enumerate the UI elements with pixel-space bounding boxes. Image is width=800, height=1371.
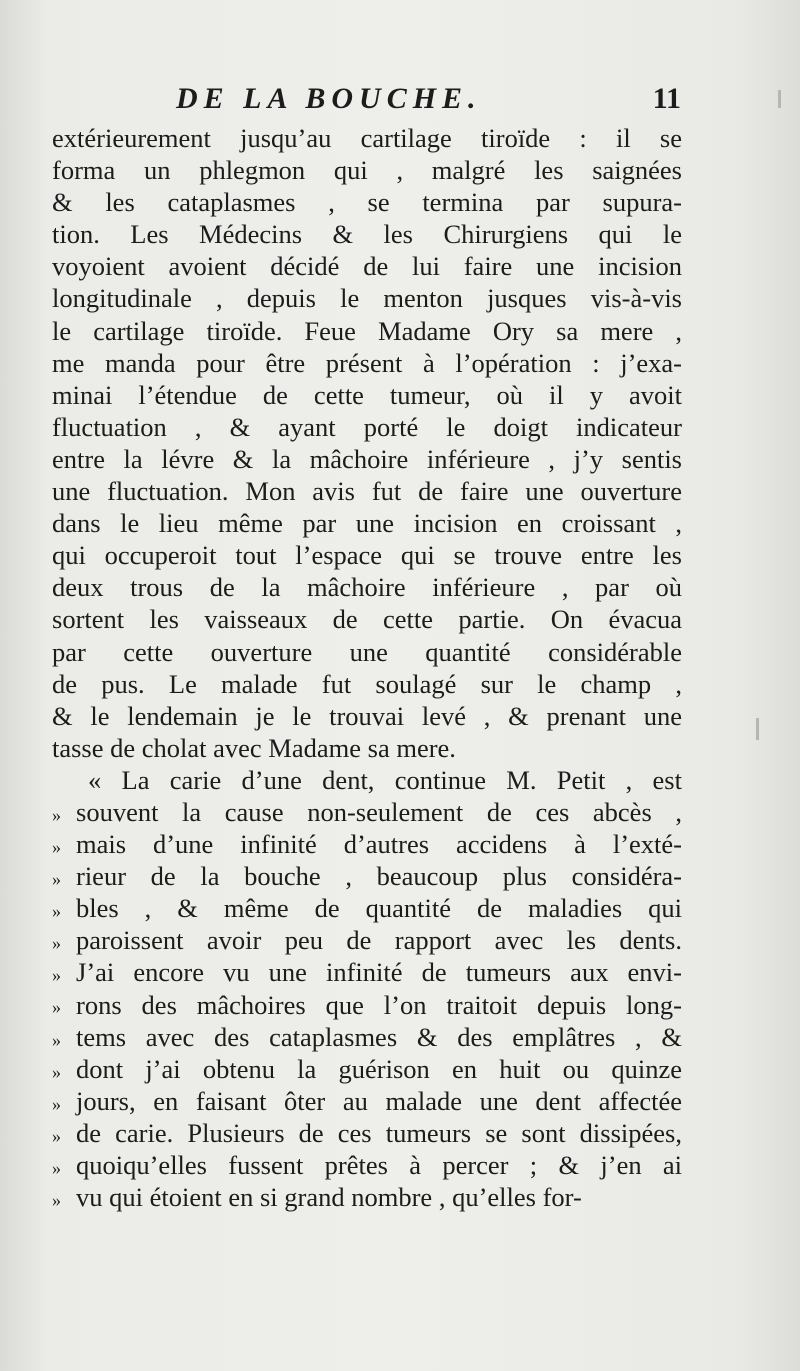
text-line (52, 1053, 682, 1085)
line-text: tems avec des cataplasmes & des emplâtres , & (76, 1021, 682, 1052)
text-line (52, 989, 682, 1021)
line-text: extérieurement jusqu’au cartilage tiroïde : il se (52, 123, 682, 153)
line-text: & le lendemain je le trouvai levé , & prenant une (52, 700, 682, 731)
line-text: le cartilage tiroïde. Feue Madame Ory sa mere , (52, 315, 682, 346)
line-text: tasse de cholat avec Madame sa mere. (52, 732, 456, 763)
text-line (52, 475, 682, 507)
line-text: rons des mâchoires que l’on traitoit depuis long- (76, 989, 682, 1020)
text-line (52, 892, 682, 924)
line-text: bles , & même de quantité de maladies qui (76, 893, 682, 924)
text-line (52, 764, 682, 796)
quotation-mark: » (52, 1125, 61, 1146)
text-line (52, 1117, 682, 1149)
quotation-mark: » (52, 1190, 61, 1211)
line-text: me manda pour être présent à l’opération : j’exa- (52, 347, 682, 378)
text-line (52, 347, 682, 379)
text-line (52, 636, 682, 668)
line-text: de pus. Le malade fut soulagé sur le champ , (52, 668, 682, 699)
line-text: « La carie d’une dent, continue M. Petit , est (88, 764, 682, 795)
text-line (52, 1021, 682, 1053)
line-text: fluctuation , & ayant porté le doigt indicateur (52, 411, 682, 442)
line-text: une fluctuation. Mon avis fut de faire une ouverture (52, 476, 682, 507)
line-text: voyoient avoient décidé de lui faire une incision (52, 251, 682, 282)
text-line (52, 956, 682, 988)
line-text: minai l’étendue de cette tumeur, où il y avoit (52, 379, 682, 410)
text-line (52, 924, 682, 956)
line-text: qui occuperoit tout l’espace qui se trouve entre les (52, 540, 682, 571)
page-number: 11 (652, 82, 681, 115)
text-line (52, 571, 682, 603)
page-edge-mark (756, 718, 759, 740)
line-text: dans le lieu même par une incision en croissant , (52, 508, 682, 539)
line-text: deux trous de la mâchoire inférieure , par où (52, 572, 682, 603)
text-line (52, 860, 682, 892)
line-text: forma un phlegmon qui , malgré les saignées (52, 155, 682, 186)
text-line (52, 443, 682, 475)
line-text: paroissent avoir peu de rapport avec les dents. (76, 925, 682, 956)
text-line (52, 603, 682, 635)
quotation-mark: » (52, 869, 61, 890)
quotation-mark: » (52, 965, 61, 986)
text-line (52, 315, 682, 347)
text-line (52, 282, 682, 314)
page-header (176, 82, 681, 122)
line-text: jours, en faisant ôter au malade une dent affectée (76, 1085, 682, 1116)
quotation-mark: » (52, 1157, 61, 1178)
text-line (52, 539, 682, 571)
text-line (52, 186, 682, 218)
text-line (52, 1181, 682, 1213)
line-text: longitudinale , depuis le menton jusques vis-à-vis (52, 283, 682, 314)
line-text: souvent la cause non-seulement de ces abcès , (76, 796, 682, 827)
line-text: sortent les vaisseaux de cette partie. On évacua (52, 604, 682, 635)
line-text: entre la lévre & la mâchoire inférieure , j’y sentis (52, 443, 682, 474)
text-line (52, 507, 682, 539)
quotation-mark: » (52, 933, 61, 954)
text-line (52, 732, 682, 764)
line-text: mais d’une infinité d’autres accidens à l’exté- (76, 829, 682, 860)
line-text: par cette ouverture une quantité considérable (52, 636, 682, 667)
running-head: DE LA BOUCHE. (176, 82, 482, 115)
text-line (52, 122, 682, 154)
text-line (52, 218, 682, 250)
line-text: dont j’ai obtenu la guérison en huit ou quinze (76, 1053, 682, 1084)
text-line (52, 1085, 682, 1117)
text-line (52, 668, 682, 700)
line-text: rieur de la bouche , beaucoup plus considéra- (76, 861, 682, 892)
quotation-mark: » (52, 901, 61, 922)
text-line (52, 1149, 682, 1181)
text-line (52, 411, 682, 443)
line-text: tion. Les Médecins & les Chirurgiens qui le (52, 219, 682, 250)
page-edge-mark (778, 90, 781, 108)
text-line (52, 154, 682, 186)
line-text: quoiqu’elles fussent prêtes à percer ; & j’en ai (76, 1150, 682, 1180)
quotation-mark: » (52, 1029, 61, 1050)
line-text: de carie. Plusieurs de ces tumeurs se sont dissipées, (76, 1117, 682, 1148)
body-text (52, 122, 682, 1213)
quotation-mark: » (52, 1061, 61, 1082)
text-line (52, 796, 682, 828)
quotation-mark: » (52, 997, 61, 1018)
quotation-mark: » (52, 836, 61, 857)
text-line (52, 250, 682, 282)
text-line (52, 700, 682, 732)
line-text: J’ai encore vu une infinité de tumeurs aux envi- (76, 957, 682, 988)
quotation-mark: » (52, 804, 61, 825)
text-line (52, 828, 682, 860)
line-text: vu qui étoient en si grand nombre , qu’elles for- (76, 1182, 582, 1213)
line-text: & les cataplasmes , se termina par supura- (52, 187, 682, 218)
quotation-mark: » (52, 1093, 61, 1114)
text-line (52, 379, 682, 411)
